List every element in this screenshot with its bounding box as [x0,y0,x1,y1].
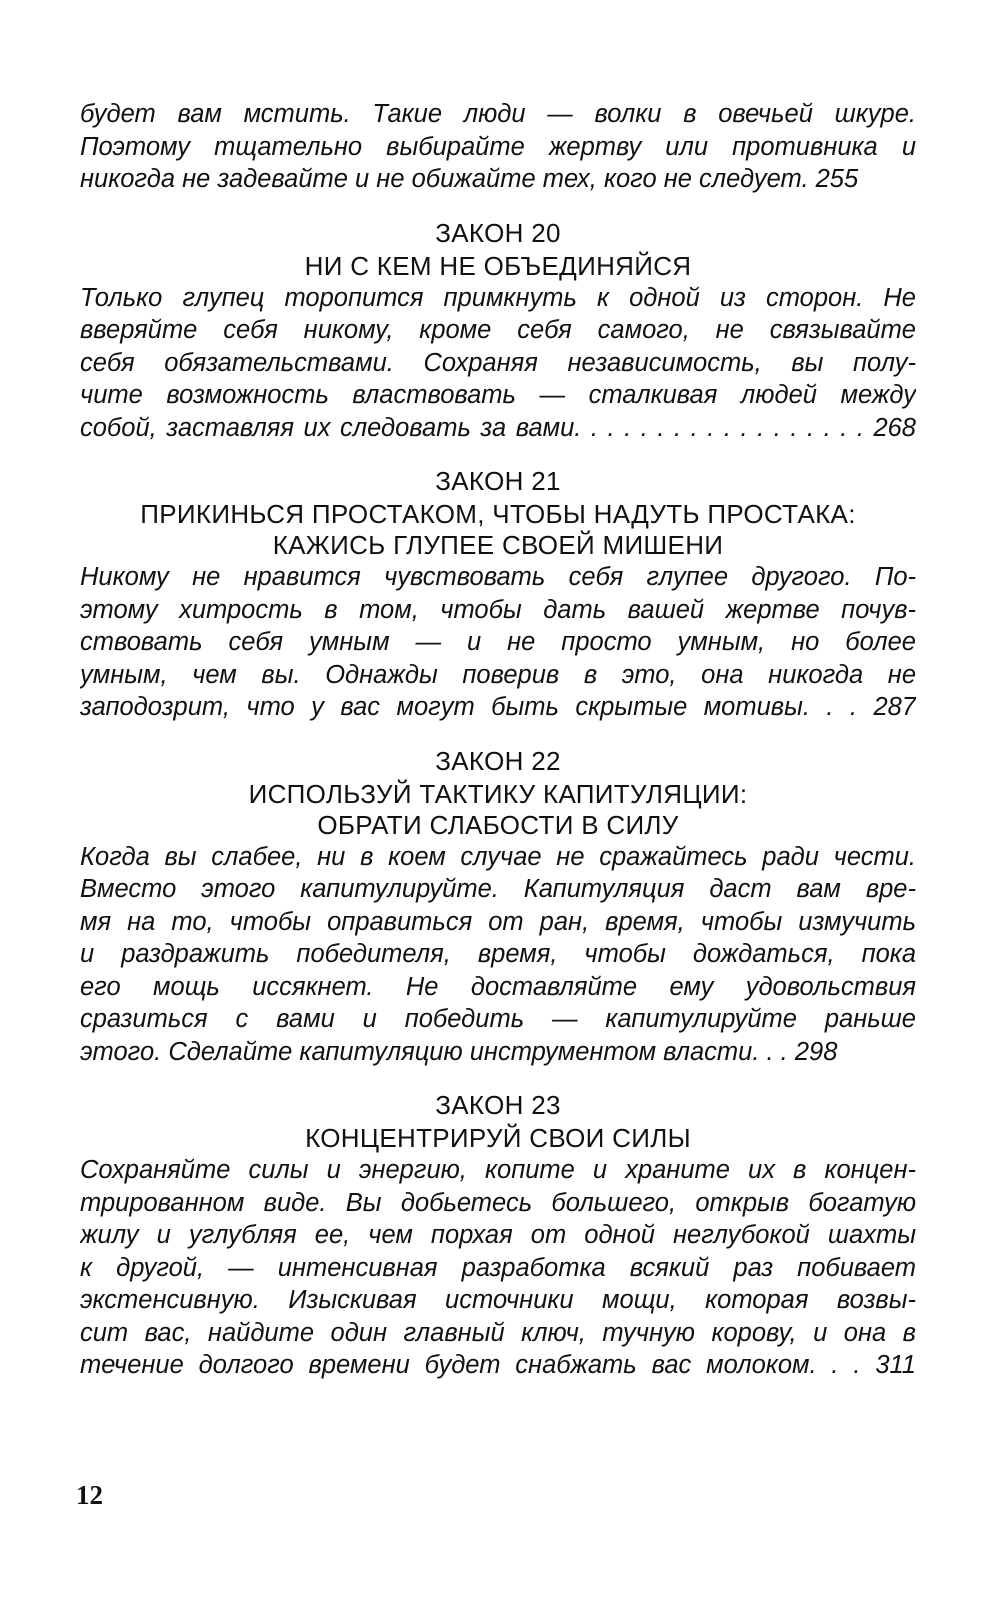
text-line: экстенсивную. Изыскивая источники мощи, которая возвы- [80,1286,916,1314]
text-line: никогда не задевайте и не обижайте тех, кого не следует. 255 [80,165,859,193]
text-line: ствовать себя умным — и не просто умным, но более [80,628,916,656]
law-subtitle: ОБРАТИ СЛАБОСТИ В СИЛУ [317,809,679,840]
text-line: Когда вы слабее, ни в коем случае не сражайтесь ради чести. [80,842,916,871]
text-line: будет вам мстить. Такие люди — волки в овечьей шкуре. [80,100,916,128]
law-20-entry [80,218,916,445]
text-line: Только глупец торопится примкнуть к одной из сторон. Не [80,283,916,312]
text-line-with-page-ref: заподозрит, что у вас могут быть скрытые мотивы. . . 287 [80,693,916,721]
text-line: сит вас, найдите один главный ключ, тучную корову, и она в [80,1318,916,1347]
text-line: этому хитрость в том, чтобы дать вашей жертве почув- [80,595,916,624]
text-line: себя обязательствами. Сохраняя независимость, вы полу- [80,348,916,377]
text-line: Поэтому тщательно выбирайте жертву или противника и [80,132,916,161]
text-line: Сохраняйте силы и энергию, копите и храните их в концен- [80,1156,916,1184]
law-number: ЗАКОН 22 [435,745,561,776]
table-of-contents-page [80,98,916,1382]
text-line: жилу и углубляя ее, чем порхая от одной неглубокой шахты [80,1221,916,1249]
law-title: ПРИКИНЬСЯ ПРОСТАКОМ, ЧТОБЫ НАДУТЬ ПРОСТАКА: [140,499,856,529]
text-line: сразиться с вами и победить — капитулируйте раньше [80,1005,916,1033]
text-line: чите возможность властвовать — сталкивая людей между [80,381,916,409]
text-line: его мощь иссякнет. Не доставляйте ему удовольствия [80,972,916,1001]
text-line: умным, чем вы. Однажды поверив в это, она никогда не [80,660,916,689]
law-21-entry [80,466,916,724]
law-description [80,1154,916,1382]
law-title: НИ С КЕМ НЕ ОБЪЕДИНЯЙСЯ [304,250,692,281]
text-line: Никому не нравится чувствовать себя глупее другого. По- [80,563,916,591]
law-description [80,841,916,1069]
law-22-entry [80,746,916,1069]
text-line: вверяйте себя никому, кроме себя самого, не связывайте [80,316,916,344]
law-description [80,561,916,724]
text-line: и раздражить победителя, время, чтобы дождаться, пока [80,940,916,968]
law-title: КОНЦЕНТРИРУЙ СВОИ СИЛЫ [305,1123,691,1153]
law-description [80,282,916,445]
law-number: ЗАКОН 20 [435,217,561,248]
page-number: 12 [76,1480,103,1510]
text-line: мя на то, чтобы оправиться от ран, время, чтобы измучить [80,907,916,936]
intro-paragraph [80,98,916,196]
law-title: ИСПОЛЬЗУЙ ТАКТИКУ КАПИТУЛЯЦИИ: [248,778,748,809]
text-line-with-page-ref: собой, заставляя их следовать за вами. . . . . . . . . . . . . . . . . . 268 [80,413,916,442]
text-line: Вместо этого капитулируйте. Капитуляция даст вам вре- [80,875,916,903]
law-subtitle: КАЖИСЬ ГЛУПЕЕ СВОЕЙ МИШЕНИ [272,530,724,560]
law-23-entry [80,1090,916,1382]
text-line: к другой, — интенсивная разработка всякий раз побивает [80,1253,916,1282]
text-line: трированном виде. Вы добьетесь большего, открыв богатую [80,1188,916,1217]
text-line-with-page-ref: течение долгого времени будет снабжать вас молоком. . . 311 [80,1351,916,1379]
text-line-with-page-ref: этого. Сделайте капитуляцию инструментом власти. . . 298 [80,1037,838,1066]
law-number: ЗАКОН 21 [435,466,561,496]
law-number: ЗАКОН 23 [435,1090,561,1120]
